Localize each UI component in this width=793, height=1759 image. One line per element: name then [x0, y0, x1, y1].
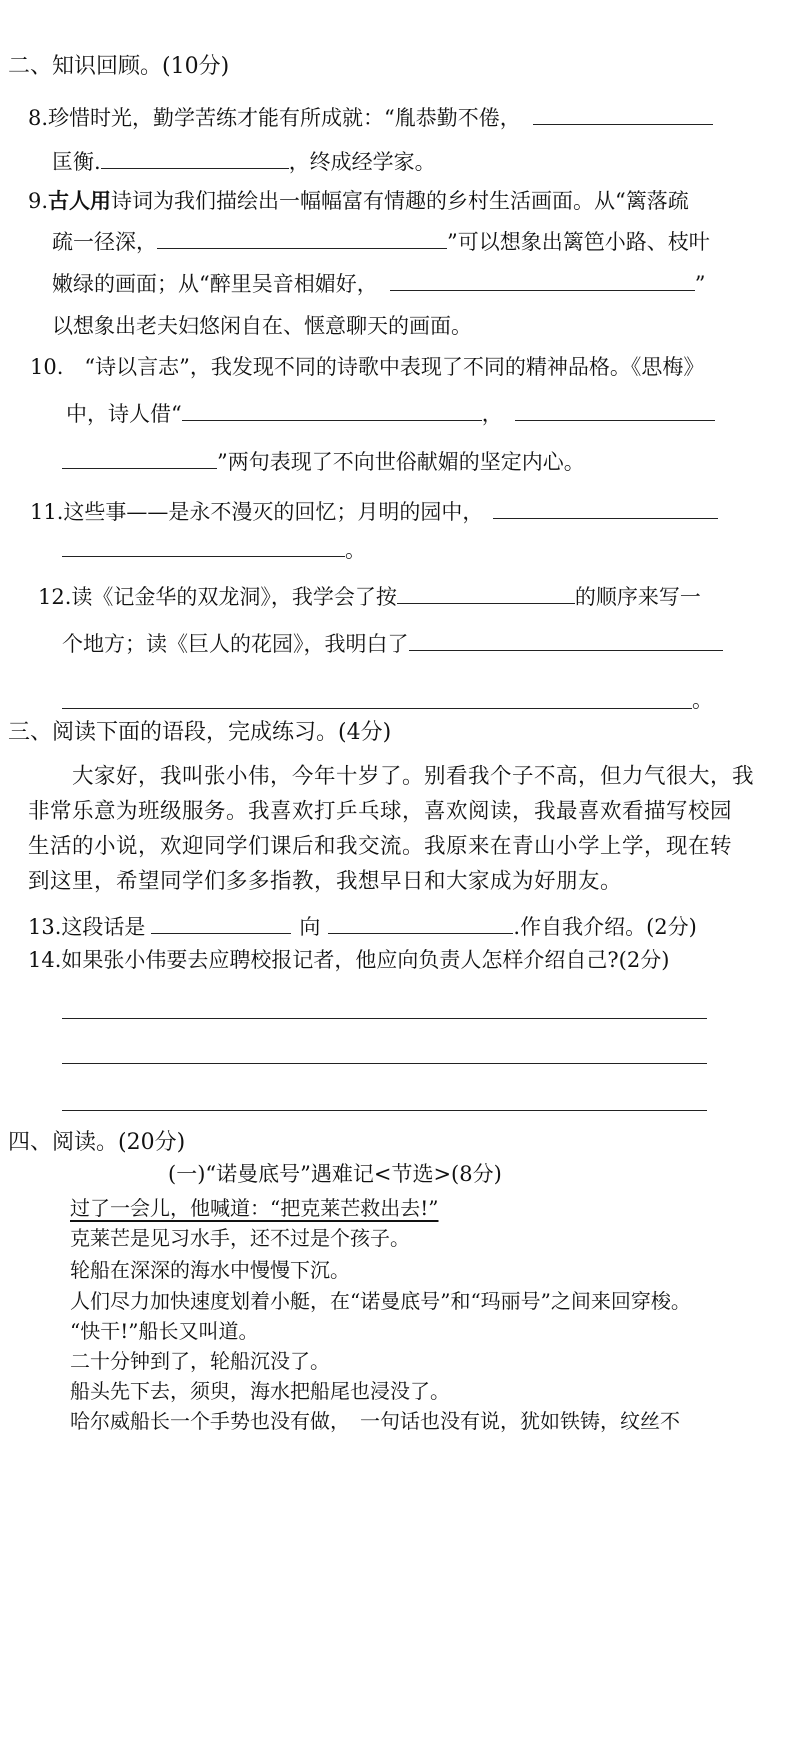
answer-blank-12a[interactable] — [397, 585, 575, 604]
story-line-5: “快干!”船长又叫道。 — [70, 1319, 259, 1343]
story-line-3: 轮船在深深的海水中慢慢下沉。 — [70, 1258, 350, 1282]
section-4-heading: 四、阅读。(20分) — [8, 1130, 186, 1155]
question-9-poem-start: 疏一径深， — [52, 230, 157, 254]
passage-line-1: 大家好，我叫张小伟，今年十岁了。别看我个子不高，但力气很大，我 — [72, 764, 755, 789]
question-8-line-1 — [28, 106, 713, 131]
passage-line-3: 生活的小说，欢迎同学们课后和我交流。我原来在青山小学上学，现在转 — [28, 834, 733, 859]
answer-blank-10a[interactable] — [182, 402, 482, 421]
question-10-line-2 — [66, 402, 715, 427]
answer-blank-11a[interactable] — [493, 500, 718, 519]
answer-blank-9a[interactable] — [157, 230, 447, 249]
question-11-text: 11.这些事——是永不漫灭的回忆；月明的园中， — [30, 500, 484, 524]
story-line-8: 哈尔威船长一个手势也没有做， 一句话也没有说，犹如铁铸，纹丝不 — [70, 1409, 680, 1433]
question-8-prefix: 匡衡. — [52, 150, 101, 174]
question-13-text: 13.这段话是 — [28, 915, 146, 939]
question-12-text-end: 的顺序来写一 — [574, 585, 701, 609]
answer-blank-11b[interactable] — [62, 538, 345, 557]
question-10-prefix: 中，诗人借“ — [66, 402, 182, 426]
answer-blank-10c[interactable] — [62, 450, 217, 469]
question-8-line-2 — [52, 150, 436, 175]
answer-line-14b[interactable] — [62, 1063, 707, 1064]
question-12-text: 12.读《记金华的双龙洞》，我学会了按 — [38, 585, 397, 609]
section-3-heading: 三、阅读下面的语段，完成练习。(4分) — [8, 720, 392, 745]
question-9-text: 诗词为我们描绘出一幅幅富有情趣的乡村生活画面。从“篱落疏 — [111, 189, 689, 213]
story-line-2: 克莱芒是见习水手，还不过是个孩子。 — [70, 1226, 410, 1250]
question-10-comma: ， — [481, 402, 503, 426]
answer-blank-13b[interactable] — [328, 915, 513, 934]
question-10-line-1: 10. “诗以言志”，我发现不同的诗歌中表现了不同的精神品格。《思梅》 — [30, 355, 705, 379]
answer-line-14c[interactable] — [62, 1110, 707, 1111]
question-10-line-3 — [62, 450, 585, 475]
passage-line-4: 到这里，希望同学们多多指教，我想早日和大家成为好朋友。 — [28, 869, 623, 894]
story-line-7: 船头先下去，须臾，海水把船尾也浸没了。 — [70, 1379, 450, 1403]
answer-blank-13a[interactable] — [151, 915, 291, 934]
question-13-mid: 向 — [299, 915, 321, 939]
passage-line-2: 非常乐意为班级服务。我喜欢打乒乓球，喜欢阅读，我最喜欢看描写校园 — [28, 799, 733, 824]
question-9-line-4: 以想象出老夫妇悠闲自在、惬意聊天的画面。 — [52, 314, 472, 338]
question-13-end: .作自我介绍。(2分) — [513, 915, 697, 939]
question-9-line-2 — [52, 230, 710, 255]
question-11-line-2 — [62, 538, 366, 563]
question-11-line-1 — [30, 500, 718, 525]
answer-blank-10b[interactable] — [515, 402, 715, 421]
question-9-number: 9. — [28, 189, 49, 213]
question-9-line-1 — [28, 188, 689, 214]
question-12-line-1 — [38, 585, 701, 610]
answer-blank-8b[interactable] — [101, 150, 289, 169]
story-line-4: 人们尽力加快速度划着小艇，在“诺曼底号”和“玛丽号”之间来回穿梭。 — [70, 1289, 691, 1313]
question-8-text: 8.珍惜时光，勤学苦练才能有所成就：“胤恭勤不倦， — [28, 106, 521, 130]
section-2-heading: 二、知识回顾。(10分) — [8, 54, 230, 79]
question-11-period: 。 — [345, 538, 366, 562]
question-8-suffix: ，终成经学家。 — [288, 150, 436, 174]
question-12-line-2 — [62, 632, 723, 657]
story-line-1: 过了一会儿，他喊道：“把克莱芒救出去!” — [70, 1196, 439, 1220]
story-line-6: 二十分钟到了，轮船沉没了。 — [70, 1349, 330, 1373]
question-9-poem-end: ”可以想象出篱笆小路、枝叶 — [447, 230, 710, 254]
answer-blank-9b[interactable] — [390, 272, 695, 291]
question-9-bold-text: 古人用 — [48, 188, 112, 213]
question-12-text-2: 个地方；读《巨人的花园》，我明白了 — [62, 632, 409, 656]
question-9-quote-close: ” — [694, 272, 706, 296]
answer-blank-8a[interactable] — [533, 106, 713, 125]
answer-line-14a[interactable] — [62, 1018, 707, 1019]
question-13 — [28, 915, 697, 940]
answer-blank-12b[interactable] — [409, 632, 723, 651]
answer-line-12c[interactable] — [62, 708, 692, 709]
question-9-poem-2-start: 嫩绿的画面；从“醉里吴音相媚好， — [52, 272, 378, 296]
question-12-period: 。 — [692, 688, 713, 712]
reading-subheading: (一)“诺曼底号”遇难记<节选>(8分) — [168, 1162, 502, 1186]
question-10-suffix: ”两句表现了不向世俗献媚的坚定内心。 — [217, 450, 585, 474]
question-9-line-3 — [52, 272, 706, 297]
question-14: 14.如果张小伟要去应聘校报记者，他应向负责人怎样介绍自己?(2分) — [28, 948, 670, 972]
